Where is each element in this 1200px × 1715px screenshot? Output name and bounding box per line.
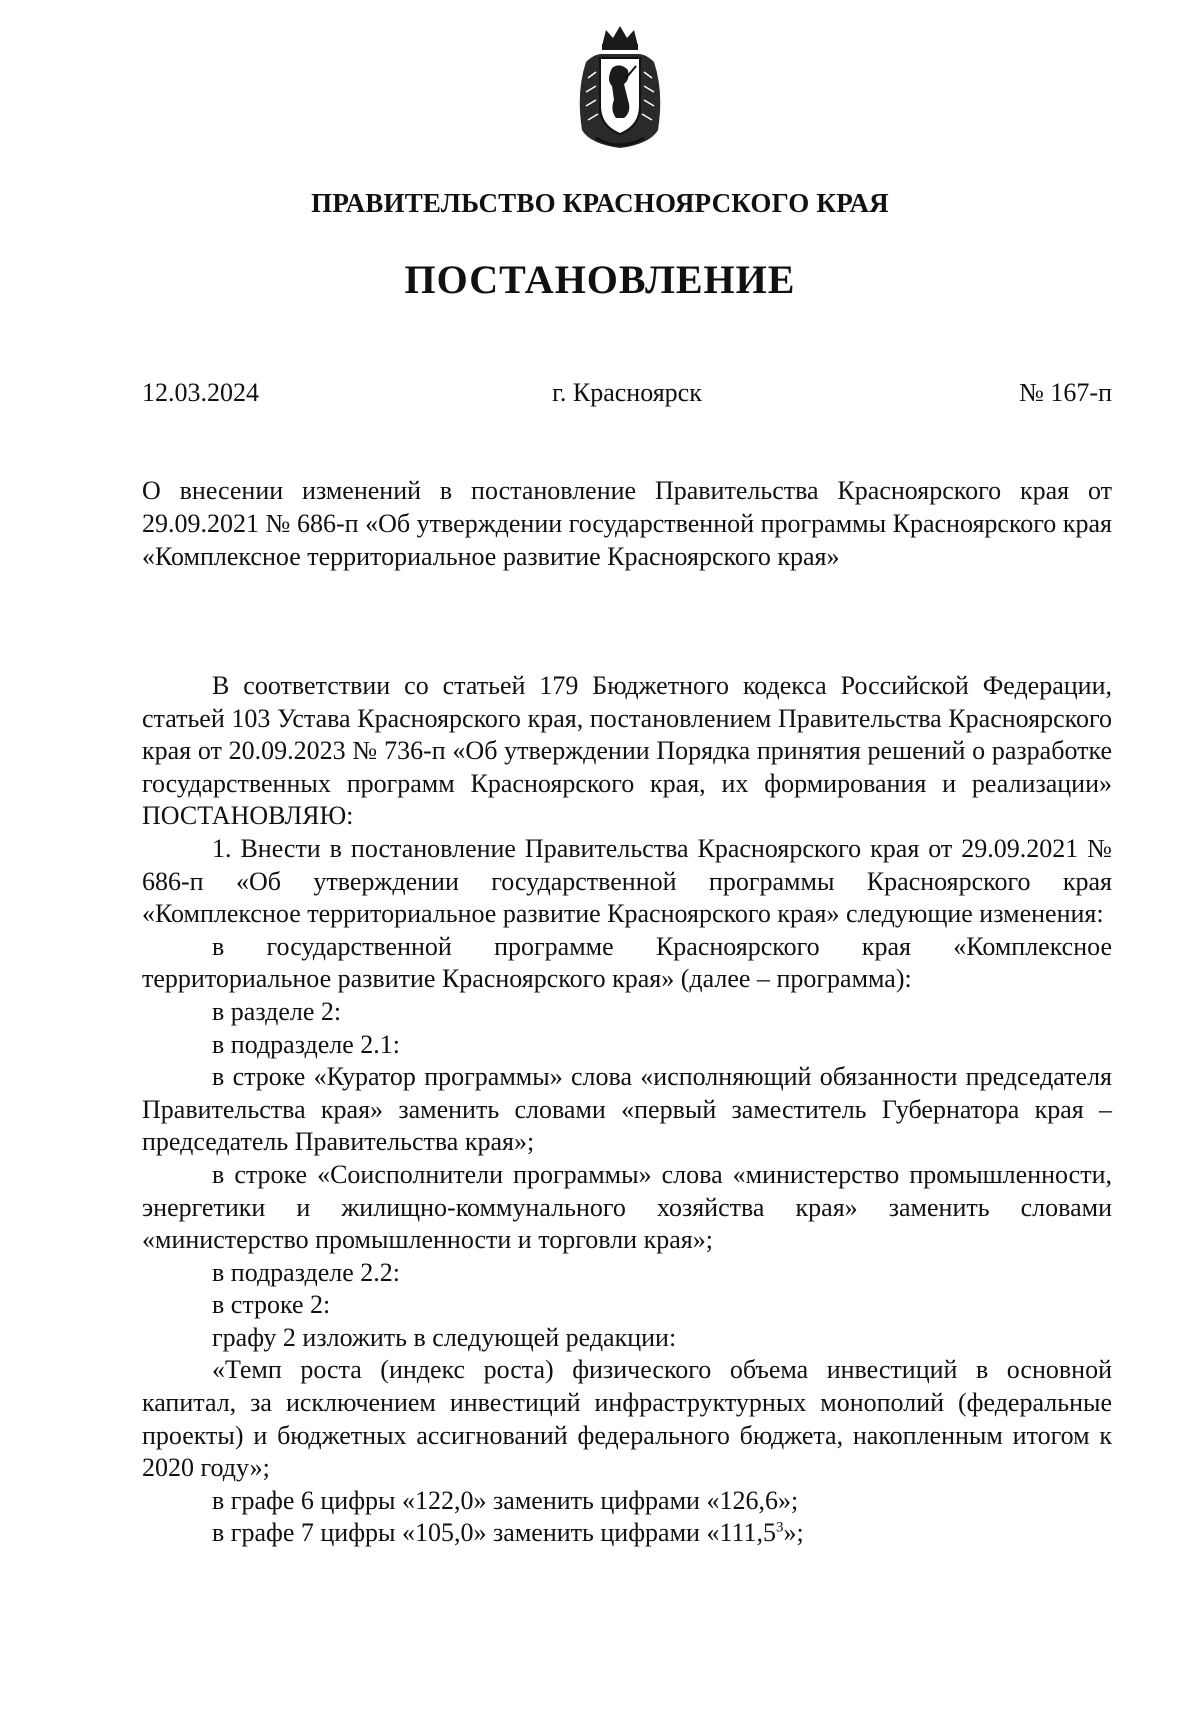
government-title: ПРАВИТЕЛЬСТВО КРАСНОЯРСКОГО КРАЯ <box>311 188 889 218</box>
paragraph: в графе 6 цифры «122,0» заменить цифрами «126,6»; <box>212 1485 799 1515</box>
subject-text: О внесении изменений в постановление Правительства Красноярского края от 29.09.2021 № 686-п «Об утверждении государственной программы Красноярского края «Комплексное территориальное развитие Красноярского края» <box>142 476 1112 571</box>
document-type-title: ПОСТАНОВЛЕНИЕ <box>404 257 796 302</box>
paragraph: «Темп роста (индекс роста) физического объема инвестиций в основной капитал, за исключением инвестиций инфраструктурных монополий (федеральные проекты) и бюджетных ассигнований федерального бюджета, накопленным итогом к 2020 году»; <box>142 1355 1112 1483</box>
paragraph: 1. Внести в постановление Правительства Красноярского края от 29.09.2021 № 686-п «Об утверждении государственной программы Красноярского края «Комплексное территориальное развитие Красноярского края» следующие изменения: <box>142 833 1112 929</box>
document-body <box>142 670 1112 1550</box>
paragraph-last <box>142 1517 1112 1550</box>
paragraph: в строке 2: <box>212 1290 331 1320</box>
document-subject <box>142 474 1112 573</box>
document-date: 12.03.2024 <box>142 378 259 407</box>
paragraph: в строке «Соисполнители программы» слова «министерство промышленности, энергетики и жилищно-коммунального хозяйства края» заменить словами «министерство промышленности и торговли края»; <box>142 1159 1112 1255</box>
paragraph: в подразделе 2.2: <box>212 1257 401 1287</box>
paragraph: в подразделе 2.1: <box>212 1029 401 1059</box>
document-number: № 167-п <box>1019 378 1112 407</box>
paragraph: В соответствии со статьей 179 Бюджетного кодекса Российской Федерации, статьей 103 Устава Красноярского края, постановлением Правительства Красноярского края от 20.09.2023 № 736-п «Об утверждении Порядка принятия решений о разработке государственных программ Красноярского края, их формирования и реализации» ПОСТАНОВЛЯЮ: <box>142 671 1112 831</box>
paragraph: в разделе 2: <box>212 996 342 1026</box>
footnote-superscript: 3 <box>776 1519 784 1536</box>
coat-of-arms-icon <box>566 22 674 152</box>
last-paragraph-text: в графе 7 цифры «105,0» заменить цифрами «111,5 <box>212 1518 777 1548</box>
last-paragraph-tail: »; <box>783 1518 804 1548</box>
paragraph: в государственной программе Красноярского края «Комплексное территориальное развитие Красноярского края» (далее – программа): <box>142 931 1112 994</box>
paragraph: в строке «Куратор программы» слова «исполняющий обязанности председателя Правительства края» заменить словами «первый заместитель Губернатора края – председатель Правительства края»; <box>142 1062 1112 1157</box>
document-city: г. Красноярск <box>552 378 702 407</box>
paragraph: графу 2 изложить в следующей редакции: <box>212 1322 677 1352</box>
document-meta-row <box>142 378 1112 412</box>
